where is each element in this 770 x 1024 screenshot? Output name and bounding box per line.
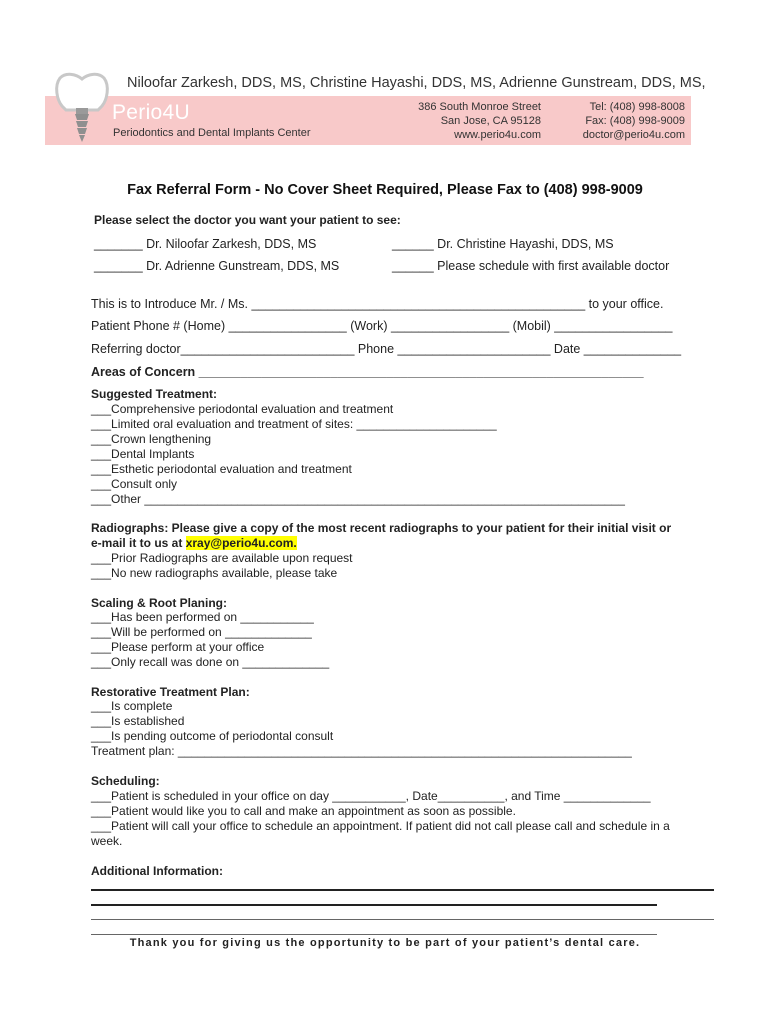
areas-of-concern-field[interactable]: Areas of Concern ________________________________________________________________	[91, 365, 644, 379]
doctor-option-hayashi[interactable]: ______ Dr. Christine Hayashi, DDS, MS	[392, 237, 614, 251]
doctor-option-zarkesh[interactable]: _______ Dr. Niloofar Zarkesh, DDS, MS	[94, 237, 317, 251]
address-city: San Jose, CA 95128	[440, 115, 541, 127]
scaling-heading: Scaling & Root Planing:	[91, 596, 228, 610]
radiographs-heading-line2	[91, 536, 297, 550]
additional-info-line-1[interactable]	[91, 889, 714, 891]
patient-phone-fields[interactable]: Patient Phone # (Home) _________________ (Work) _________________ (Mobil) _________________	[91, 319, 673, 333]
treatment-option-consult[interactable]: ___Consult only	[91, 477, 178, 491]
additional-info-line-3[interactable]	[91, 919, 714, 920]
contact-email[interactable]: doctor@perio4u.com	[582, 129, 685, 141]
scaling-option-recall[interactable]: ___Only recall was done on _____________	[91, 655, 330, 669]
scaling-list	[91, 610, 329, 670]
radiographs-heading: Radiographs: Please give a copy of the most recent radiographs to your patient for their initial visit or	[91, 521, 672, 535]
suggested-treatment-heading: Suggested Treatment:	[91, 387, 218, 401]
scheduling-option-patient-will-call[interactable]: ___Patient will call your office to schedule an appointment. If patient did not call please call and schedule in a	[91, 819, 670, 833]
suggested-treatment-list	[91, 402, 625, 507]
restorative-option-established[interactable]: ___Is established	[91, 714, 185, 728]
treatment-option-implants[interactable]: ___Dental Implants	[91, 447, 195, 461]
scheduling-list	[91, 789, 670, 849]
additional-info-heading: Additional Information:	[91, 864, 223, 878]
clinic-address	[400, 100, 541, 142]
form-title: Fax Referral Form - No Cover Sheet Required, Please Fax to (408) 998-9009	[127, 182, 643, 198]
footer-thank-you: Thank you for giving us the opportunity to be part of your patient’s dental care.	[129, 937, 641, 949]
restorative-heading: Restorative Treatment Plan:	[91, 685, 250, 699]
address-street: 386 South Monroe Street	[418, 101, 541, 113]
additional-info-line-4[interactable]	[91, 934, 657, 935]
treatment-option-comprehensive[interactable]: ___Comprehensive periodontal evaluation and treatment	[91, 402, 394, 416]
contact-fax: Fax: (408) 998-9009	[585, 115, 685, 127]
doctor-option-gunstream[interactable]: _______ Dr. Adrienne Gunstream, DDS, MS	[94, 259, 340, 273]
radiographs-email-link[interactable]: xray@perio4u.com.	[185, 536, 297, 550]
radiographs-option-none[interactable]: ___No new radiographs available, please take	[91, 566, 338, 580]
scheduling-option-call-us[interactable]: ___Patient would like you to call and make an appointment as soon as possible.	[91, 804, 516, 818]
doctor-select-prompt: Please select the doctor you want your patient to see:	[94, 213, 401, 227]
restorative-option-pending[interactable]: ___Is pending outcome of periodontal consult	[91, 729, 334, 743]
brand-name: Perio4U	[112, 101, 190, 124]
restorative-list	[91, 699, 632, 759]
doctor-option-first-available[interactable]: ______ Please schedule with first available doctor	[392, 259, 670, 273]
treatment-plan-field[interactable]: Treatment plan: ____________________________________________________________________	[91, 744, 632, 758]
referring-doctor-field[interactable]: Referring doctor_________________________ Phone ______________________ Date ______________	[91, 342, 682, 356]
scheduling-option-week: week.	[91, 834, 123, 848]
introduce-field[interactable]: This is to Introduce Mr. / Ms. ________________________________________________ to your office.	[91, 297, 664, 311]
treatment-option-other[interactable]: ___Other ________________________________________________________________________	[91, 492, 625, 506]
treatment-option-esthetic[interactable]: ___Esthetic periodontal evaluation and treatment	[91, 462, 352, 476]
clinic-contact	[560, 100, 685, 142]
radiographs-option-prior[interactable]: ___Prior Radiographs are available upon request	[91, 551, 353, 565]
treatment-option-crown[interactable]: ___Crown lengthening	[91, 432, 212, 446]
address-website[interactable]: www.perio4u.com	[454, 129, 541, 141]
contact-tel: Tel: (408) 998-8008	[589, 101, 685, 113]
radiographs-list	[91, 551, 353, 581]
scheduling-option-scheduled[interactable]: ___Patient is scheduled in your office on day ___________, Date__________, and Time _____________	[91, 789, 651, 803]
treatment-option-limited[interactable]: ___Limited oral evaluation and treatment of sites: _____________________	[91, 417, 497, 431]
additional-info-line-2[interactable]	[91, 904, 657, 906]
scheduling-heading: Scheduling:	[91, 774, 160, 788]
scaling-option-please-perform[interactable]: ___Please perform at your office	[91, 640, 265, 654]
radiographs-email-prefix: e-mail it to us at	[91, 536, 186, 550]
tooth-implant-icon	[52, 70, 112, 146]
scaling-option-will-perform[interactable]: ___Will be performed on _____________	[91, 625, 312, 639]
restorative-option-complete[interactable]: ___Is complete	[91, 699, 173, 713]
scaling-option-performed[interactable]: ___Has been performed on ___________	[91, 610, 314, 624]
brand-tagline: Periodontics and Dental Implants Center	[113, 127, 311, 139]
header-doctors-line: Niloofar Zarkesh, DDS, MS, Christine Hayashi, DDS, MS, Adrienne Gunstream, DDS, MS,	[127, 75, 706, 91]
